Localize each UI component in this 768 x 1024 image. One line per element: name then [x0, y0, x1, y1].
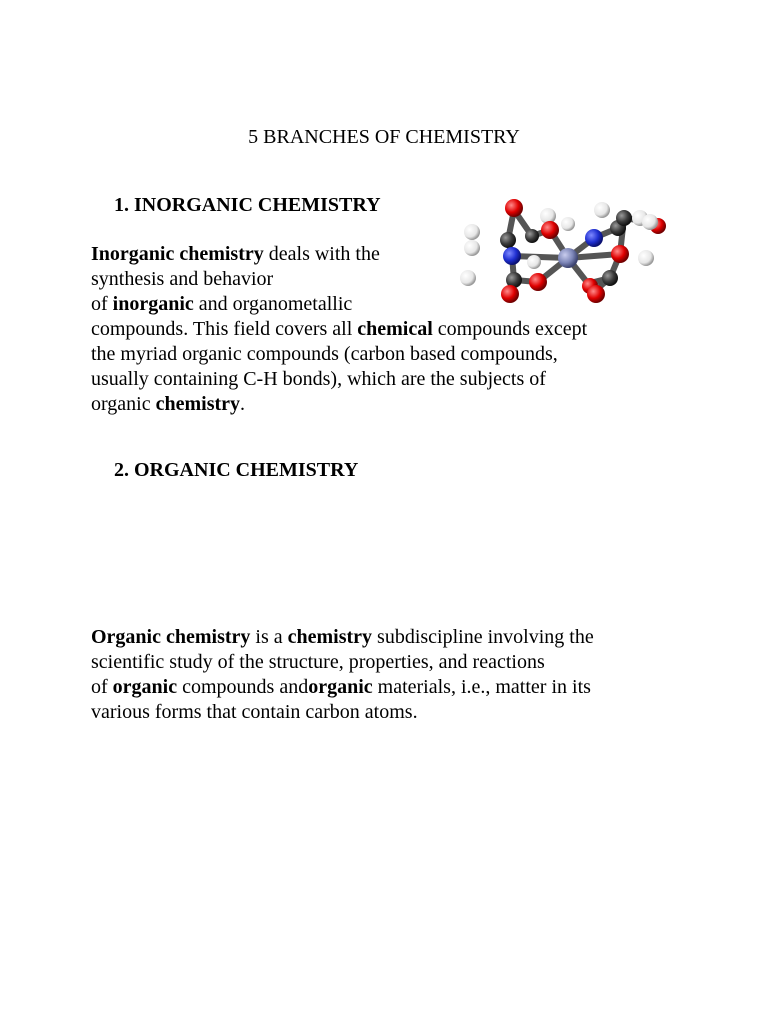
section-heading-inorganic: 1. INORGANIC CHEMISTRY	[114, 194, 381, 216]
page-title: 5 BRANCHES OF CHEMISTRY	[248, 126, 520, 148]
bold-term: Organic chemistry	[91, 626, 251, 648]
text-run: scientific study of the structure, properties, and reactions	[91, 651, 545, 673]
text-run: synthesis and behavior	[91, 268, 274, 290]
bold-term: Inorganic chemistry	[91, 243, 264, 265]
text-run: organic	[91, 393, 156, 415]
text-run: various forms that contain carbon atoms.	[91, 701, 418, 723]
text-line	[91, 700, 594, 725]
section-heading-organic: 2. ORGANIC CHEMISTRY	[114, 459, 359, 481]
bold-term: chemical	[357, 318, 433, 340]
bold-term: organic	[112, 676, 178, 698]
text-line	[91, 342, 587, 367]
text-run: deals with the	[263, 243, 380, 265]
text-run: compounds except	[432, 318, 588, 340]
text-run: .	[240, 393, 246, 415]
text-line	[91, 392, 587, 417]
text-line	[91, 650, 594, 675]
text-run: is a	[250, 626, 288, 648]
bold-term: chemistry	[155, 393, 241, 415]
molecule-image	[452, 190, 680, 312]
text-run: compounds and	[177, 676, 309, 698]
text-run: of	[91, 676, 113, 698]
text-run: the myriad organic compounds (carbon based compounds,	[91, 343, 558, 365]
text-run: materials, i.e., matter in its	[372, 676, 591, 698]
bold-term: chemistry	[287, 626, 373, 648]
text-run: subdiscipline involving the	[372, 626, 594, 648]
text-run: of	[91, 293, 113, 315]
text-line	[91, 625, 594, 650]
bold-term: inorganic	[112, 293, 194, 315]
text-run: and organometallic	[193, 293, 353, 315]
text-run: compounds. This field covers all	[91, 318, 358, 340]
text-line	[91, 367, 587, 392]
section-paragraph-organic	[91, 625, 594, 725]
molecule-ball-and-stick-icon	[452, 190, 680, 312]
text-run: usually containing C-H bonds), which are the subjects of	[91, 368, 546, 390]
bold-term: organic	[308, 676, 373, 698]
text-line	[91, 675, 594, 700]
text-line	[91, 317, 587, 342]
